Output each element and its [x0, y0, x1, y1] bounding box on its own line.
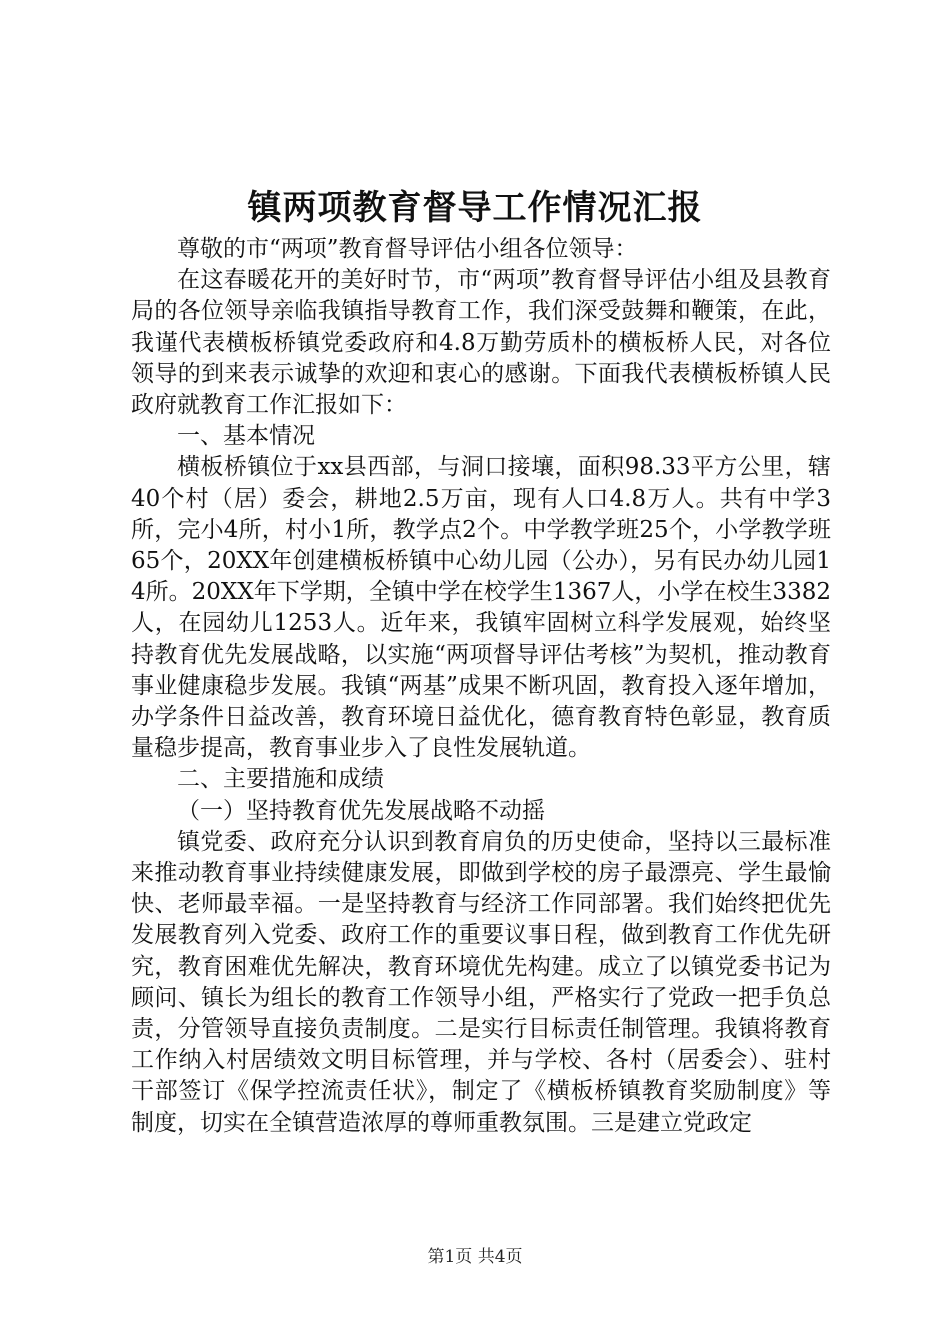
section-heading-measures: 二、主要措施和成绩	[177, 766, 384, 793]
basic-situation-paragraph: 横板桥镇位于xx县西部，与洞口接壤，面积98.33平方公里，辖40个村（居）委会，耕地2.5万亩，现有人口4.8万人。共有中学3所，完小4所，村小1所，教学点2个。中学教学班25个，小学教学班65个，20XX年创建横板桥镇中心幼儿园（公办），另有民办幼儿园14所。20XX年下学期，全镇中学在校学生1367人，小学在校生3382人，在园幼儿1253人。近年来，我镇牢固树立科学发展观，始终坚持教育优先发展战略，以实施“两项督导评估考核”为契机，推动教育事业健康稳步发展。我镇“两基”成果不断巩固，教育投入逐年增加，办学条件日益改善，教育环境日益优化，德育教育特色彰显，教育质量稳步提高，教育事业步入了良性发展轨道。	[131, 454, 831, 762]
intro-paragraph: 在这春暖花开的美好时节，市“两项”教育督导评估小组及县教育局的各位领导亲临我镇指导教育工作，我们深受鼓舞和鞭策，在此，我谨代表横板桥镇党委政府和4.8万勤劳质朴的横板桥人民，对各位领导的到来表示诚挚的欢迎和衷心的感谢。下面我代表横板桥镇人民政府就教育工作汇报如下：	[131, 267, 831, 419]
subsection-heading-priority: （一）坚持教育优先发展战略不动摇	[177, 797, 545, 824]
document-title: 镇两项教育督导工作情况汇报	[247, 188, 703, 228]
document-body	[131, 234, 831, 1139]
page-footer: 第1页 共4页	[427, 1247, 523, 1267]
priority-paragraph: 镇党委、政府充分认识到教育肩负的历史使命，坚持以三最标准来推动教育事业持续健康发展，即做到学校的房子最漂亮、学生最愉快、老师最幸福。一是坚持教育与经济工作同部署。我们始终把优先发展教育列入党委、政府工作的重要议事日程，做到教育工作优先研究，教育困难优先解决，教育环境优先构建。成立了以镇党委书记为顾问、镇长为组长的教育工作领导小组，严格实行了党政一把手负总责，分管领导直接负责制度。二是实行目标责任制管理。我镇将教育工作纳入村居绩效文明目标管理，并与学校、各村（居委会）、驻村干部签订《保学控流责任状》，制定了《横板桥镇教育奖励制度》等制度，切实在全镇营造浓厚的尊师重教氛围。三是建立党政定	[131, 828, 831, 1136]
section-heading-basic-situation: 一、基本情况	[177, 423, 315, 450]
salutation: 尊敬的市“两项”教育督导评估小组各位领导：	[177, 236, 638, 262]
